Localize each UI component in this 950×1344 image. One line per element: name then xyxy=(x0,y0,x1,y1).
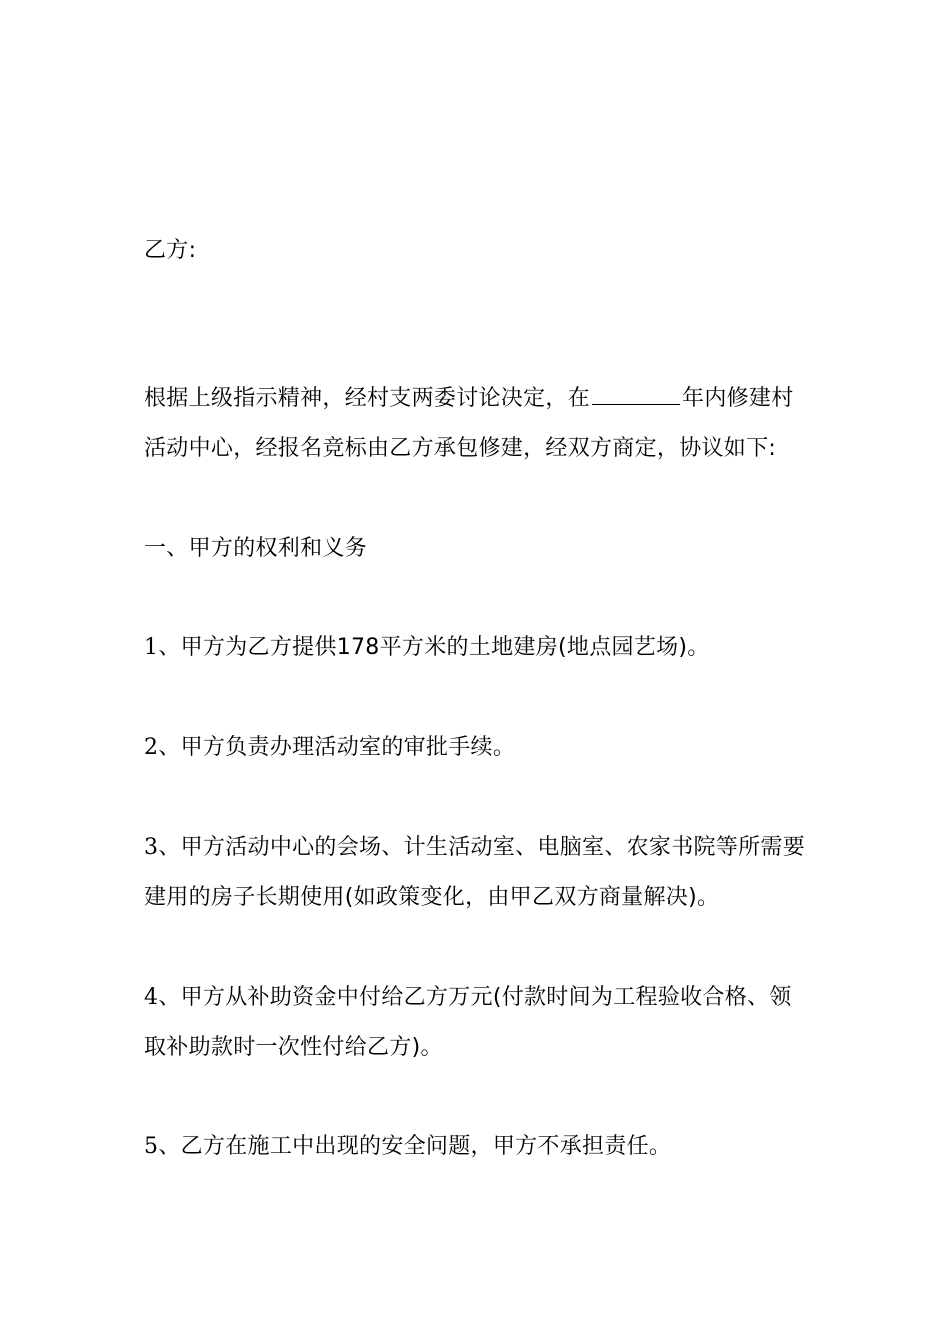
item-number: 5 xyxy=(144,1134,159,1159)
intro-text-after-blank: 年内修建村 xyxy=(682,386,794,411)
intro-line-1 xyxy=(144,384,814,414)
item-text: 、乙方在施工中出现的安全问题，甲方不承担责任。 xyxy=(158,1134,672,1159)
item-number: 1 xyxy=(144,635,159,660)
item-text: 、甲方活动中心的会场、计生活动室、电脑室、农家书院等所需要 xyxy=(158,835,806,860)
item-number: 3 xyxy=(144,835,159,860)
intro-line-2: 活动中心，经报名竞标由乙方承包修建，经双方商定，协议如下: xyxy=(144,436,777,461)
item-text: 、甲方负责办理活动室的审批手续。 xyxy=(158,735,516,760)
item-3-line-1 xyxy=(144,833,814,863)
item-number: 2 xyxy=(144,735,159,760)
item-1 xyxy=(144,633,814,663)
item-5 xyxy=(144,1132,814,1162)
year-blank xyxy=(592,384,680,405)
item-4-line-1 xyxy=(144,983,814,1013)
item-2 xyxy=(144,733,814,763)
section-1-heading: 一、甲方的权利和义务 xyxy=(144,536,368,561)
item-number: 4 xyxy=(144,985,159,1010)
item-4-line-2: 取补助款时一次性付给乙方)。 xyxy=(144,1035,443,1060)
item-text: 、甲方从补助资金中付给乙方万元(付款时间为工程验收合格、领 xyxy=(158,985,792,1010)
item-text: 、甲方为乙方提供178平方米的土地建房(地点园艺场)。 xyxy=(158,635,710,660)
party-b-label: 乙方: xyxy=(144,238,197,263)
intro-text-before-blank: 根据上级指示精神，经村支两委讨论决定，在 xyxy=(144,386,591,411)
item-3-line-2: 建用的房子长期使用(如政策变化，由甲乙双方商量解决)。 xyxy=(144,885,720,910)
